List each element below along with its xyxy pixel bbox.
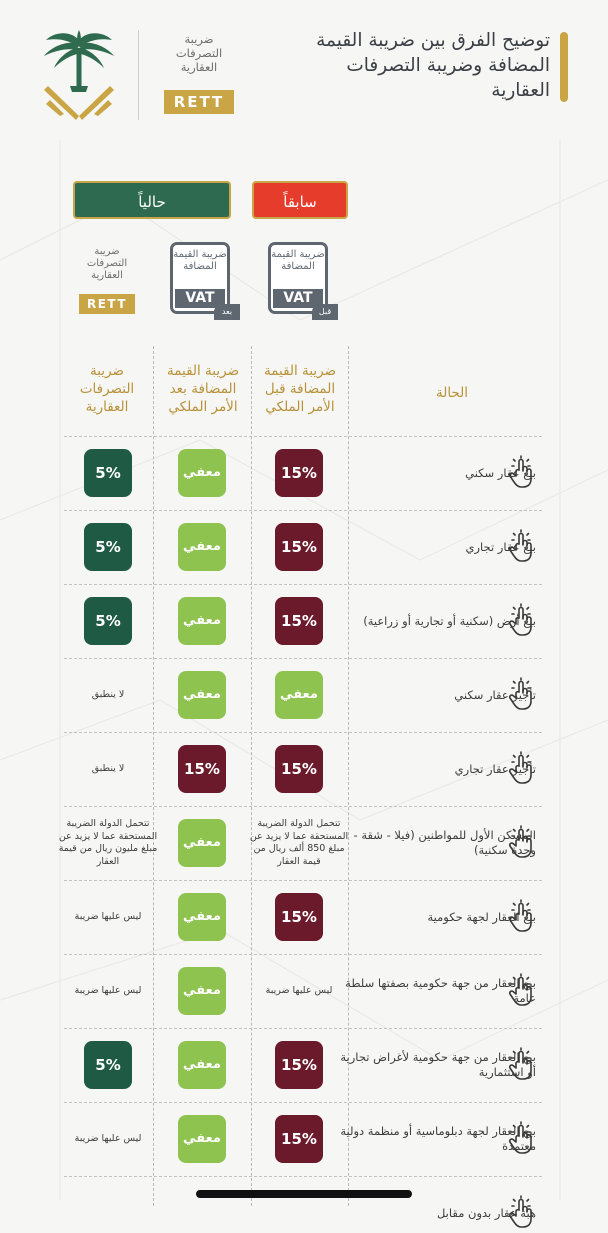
rett-value-cell: 5% (84, 449, 132, 497)
vat-before-note: ليس عليها ضريبة (265, 984, 333, 996)
header-vat-before: ضريبة القيمة المضافة قبل الأمر الملكي (263, 363, 337, 415)
header (0, 0, 608, 140)
page-title: توضيح الفرق بين ضريبة القيمة المضافة وضريبة التصرفات العقارية (316, 30, 550, 101)
column-separator (251, 346, 252, 1206)
vat-after-logo-label: VAT (175, 289, 225, 308)
row-case-label: هبة عقار بدون مقابل (436, 1205, 536, 1220)
rett-note: ليس عليها ضريبة (74, 910, 142, 922)
header-case: الحالة (435, 385, 469, 401)
palm-swords-emblem-icon (40, 26, 118, 120)
row-separator (64, 436, 542, 437)
vat-after-value-cell: معفي (178, 893, 226, 941)
vat-after-value-cell: معفي (178, 671, 226, 719)
home-indicator[interactable] (196, 1190, 412, 1198)
rett-value-cell: 5% (84, 597, 132, 645)
vat-after-value-cell: معفي (178, 523, 226, 571)
vat-before-value-cell: 15% (275, 1041, 323, 1089)
row-separator (64, 954, 542, 955)
row-case-label: بيع العقار لجهة حكومية (427, 909, 536, 924)
vat-before-note: تتحمل الدولة الضريبة المستحقة عما لا يزيد عن مبلغ 850 ألف ريال من قيمة العقار (249, 818, 349, 867)
vat-after-tag: بعد (214, 304, 240, 320)
vat-after-value-cell: 15% (178, 745, 226, 793)
vat-before-value-cell: 15% (275, 449, 323, 497)
row-case-label: المسكن الأول للمواطنين (فيلا - شقة - وحدة سكنية) (353, 828, 536, 857)
row-case-label: بيع العقار من جهة حكومية بصفتها سلطة عامة (345, 976, 536, 1005)
header-divider (138, 30, 139, 120)
vat-before-value-cell: معفي (275, 671, 323, 719)
rett-column-logo-text: ضريبة التصرفات العقارية (86, 246, 128, 281)
rett-note: ليس عليها ضريبة (74, 984, 142, 996)
rett-column-logo (79, 244, 135, 318)
row-case-label: بيع العقار لجهة دبلوماسية أو منظمة دولية معتمدة (340, 1124, 536, 1153)
rett-note: لا ينطبق (91, 688, 125, 700)
row-separator (64, 1102, 542, 1103)
vat-before-logo-text: ضريبة القيمة المضافة (271, 249, 325, 272)
vat-before-value-cell: 15% (275, 745, 323, 793)
vat-before-value-cell: 15% (275, 893, 323, 941)
vat-after-value-cell: معفي (178, 819, 226, 867)
vat-after-logo (170, 242, 232, 320)
row-separator (64, 584, 542, 585)
rett-note: تتحمل الدولة الضريبة المستحقة عما لا يزيد عن مبلغ مليون ريال من قيمة العقار (58, 818, 158, 867)
header-vat-after: ضريبة القيمة المضافة بعد الأمر الملكي (166, 363, 240, 415)
rett-value-cell: 5% (84, 1041, 132, 1089)
rett-logo-badge: RETT (164, 90, 234, 114)
rett-value-cell: 5% (84, 523, 132, 571)
row-case-label: بيع أرض (سكنية أو تجارية أو زراعية) (363, 613, 536, 628)
before-button[interactable]: سابقاً (252, 181, 348, 219)
vat-after-value-cell: معفي (178, 449, 226, 497)
vat-before-logo-label: VAT (273, 289, 323, 308)
title-accent-bar (560, 32, 568, 102)
vat-after-value-cell: معفي (178, 1041, 226, 1089)
row-case-label: بيع عقار سكني (465, 465, 536, 480)
row-case-label: تأجير عقار سكني (454, 687, 536, 702)
vat-after-value-cell: معفي (178, 967, 226, 1015)
rett-logo (164, 30, 234, 118)
row-case-label: بيع العقار من جهة حكومية لأغراض تجارية أو استثمارية (340, 1050, 536, 1079)
vat-before-value-cell: 15% (275, 523, 323, 571)
header-rett: ضريبة التصرفات العقارية (79, 363, 135, 415)
vat-after-value-cell: معفي (178, 597, 226, 645)
row-separator (64, 658, 542, 659)
vat-before-value-cell: 15% (275, 1115, 323, 1163)
row-case-label: بيع عقار تجاري (465, 539, 536, 554)
rett-logo-text: ضريبة التصرفات العقارية (175, 32, 223, 74)
row-separator (64, 1028, 542, 1029)
row-case-label: تأجير عقار تجاري (454, 761, 536, 776)
vat-before-value-cell: 15% (275, 597, 323, 645)
row-separator (64, 510, 542, 511)
row-separator (64, 880, 542, 881)
column-separator (153, 346, 154, 1206)
now-button[interactable]: حالياً (73, 181, 231, 219)
vat-before-tag: قبل (312, 304, 338, 320)
vat-after-logo-text: ضريبة القيمة المضافة (173, 249, 227, 272)
vat-before-logo (268, 242, 330, 320)
row-separator (64, 1176, 542, 1177)
vat-after-value-cell: معفي (178, 1115, 226, 1163)
row-separator (64, 806, 542, 807)
rett-note: ليس عليها ضريبة (74, 1132, 142, 1144)
rett-column-logo-badge: RETT (79, 294, 135, 314)
row-separator (64, 732, 542, 733)
rett-note: لا ينطبق (91, 762, 125, 774)
